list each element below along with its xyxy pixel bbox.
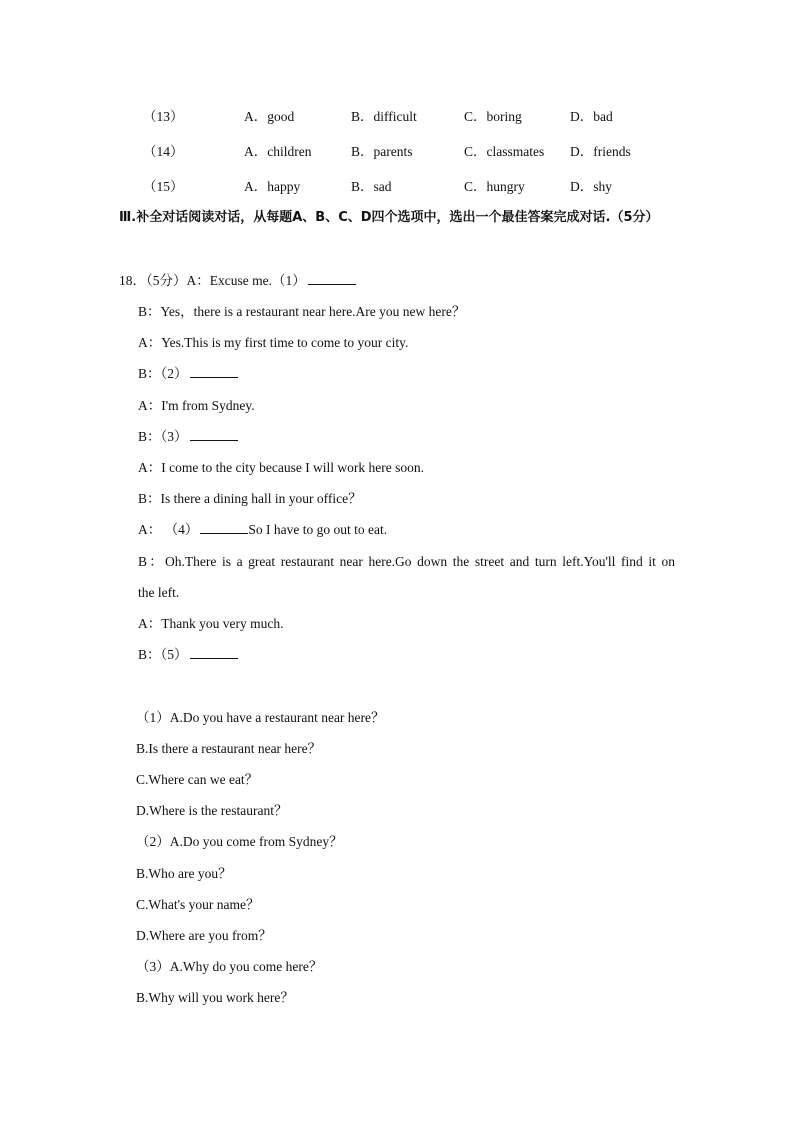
dialogue-text: B：（5） [138, 647, 188, 662]
answer-blank-2 [190, 365, 238, 378]
question-18 [119, 271, 356, 291]
question-number: （13） [143, 109, 184, 124]
option-a: A．good [244, 109, 295, 124]
choice-item: B.Why will you work here？ [136, 990, 294, 1005]
choice-item: D.Where is the restaurant？ [136, 803, 288, 818]
choice-item: （2）A.Do you come from Sydney？ [136, 834, 343, 849]
option-a: A．children [244, 144, 312, 159]
dialogue-line: A：Yes.This is my first time to come to your city. [138, 335, 409, 350]
section-heading: Ⅲ.补全对话阅读对话，从每题A、B、C、D四个选项中，选出一个最佳答案完成对话.（5分） [119, 210, 659, 225]
dialogue-line: A：Thank you very much. [138, 616, 284, 631]
answer-blank-4 [200, 521, 248, 534]
dialogue-line: B：Oh.There is a great restaurant near here.Go down the street and turn left.You'll find it on [138, 554, 675, 569]
answer-blank-1 [308, 272, 356, 285]
option-d: D．friends [570, 144, 631, 159]
option-b: B．sad [351, 179, 392, 194]
answer-blank-5 [190, 646, 238, 659]
option-a: A．happy [244, 179, 301, 194]
dialogue-line [138, 645, 238, 665]
dialogue-line: B：Is there a dining hall in your office？ [138, 491, 362, 506]
choice-item: C.Where can we eat？ [136, 772, 259, 787]
dialogue-text: B：（3） [138, 429, 188, 444]
option-d: D．bad [570, 109, 613, 124]
dialogue-line: A：I'm from Sydney. [138, 398, 255, 413]
choice-item: B.Is there a restaurant near here？ [136, 741, 322, 756]
dialogue-line [138, 364, 238, 384]
option-b: B．parents [351, 144, 413, 159]
choice-item: B.Who are you？ [136, 866, 232, 881]
option-b: B．difficult [351, 109, 417, 124]
answer-blank-3 [190, 428, 238, 441]
question-number: （15） [143, 179, 184, 194]
dialogue-text: B：（2） [138, 366, 188, 381]
dialogue-line [138, 520, 387, 540]
option-d: D．shy [570, 179, 613, 194]
option-row-14 [0, 140, 794, 160]
dialogue-line: the left. [138, 585, 180, 600]
choice-item: D.Where are you from？ [136, 928, 272, 943]
option-c: C．hungry [464, 179, 525, 194]
question-number: （14） [143, 144, 184, 159]
dialogue-line: B：Yes，there is a restaurant near here.Are you new here？ [138, 304, 466, 319]
option-row-13 [0, 105, 794, 125]
dialogue-text: So I have to go out to eat. [248, 522, 388, 537]
option-c: C．boring [464, 109, 522, 124]
choice-item: C.What's your name？ [136, 897, 260, 912]
dialogue-line [138, 427, 238, 447]
choice-item: （3）A.Why do you come here？ [136, 959, 323, 974]
dialogue-line: A：I come to the city because I will work here soon. [138, 460, 425, 475]
choice-item: （1）A.Do you have a restaurant near here？ [136, 710, 385, 725]
question-prefix: 18．（5分）A：Excuse me.（1） [119, 273, 306, 288]
option-row-15 [0, 175, 794, 195]
option-c: C．classmates [464, 144, 545, 159]
dialogue-text: A： （4） [138, 522, 199, 537]
